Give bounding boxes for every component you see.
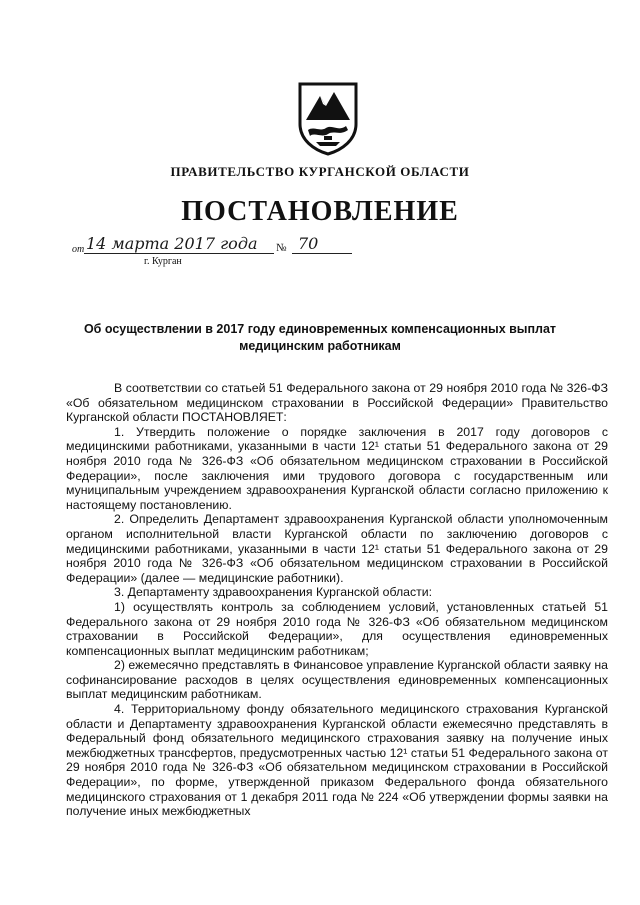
number-sign: №	[276, 242, 287, 254]
city-name: г. Курган	[144, 256, 182, 267]
date-prefix: от	[72, 244, 85, 255]
clause-3-2-paragraph: 2) ежемесячно представлять в Финансовое управление Курганской области заявку на софинансирование расходов в целях осуществления единовременных компенсационных выплат медицинским работникам.	[66, 658, 608, 702]
coat-of-arms-emblem	[296, 80, 360, 156]
clause-1-paragraph: 1. Утвердить положение о порядке заключения в 2017 году договоров с медицинскими работниками, указанными в части 12¹ статьи 51 Федерального закона от 29 ноября 2010 года № 326-ФЗ «Об обязательном медицинском страховании в Российской Федерации», после заключения ими трудового договора с государственным или муниципальным учреждением здравоохранения Курганской области согласно приложению к настоящему постановлению.	[66, 424, 608, 512]
clause-3-paragraph: 3. Департаменту здравоохранения Курганской области:	[114, 585, 433, 600]
document-title: Об осуществлении в 2017 году единовременных компенсационных выплат медицинским работникам	[83, 322, 557, 353]
preamble-paragraph: В соответствии со статьей 51 Федерального закона от 29 ноября 2010 года № 326-ФЗ «Об обязательном медицинском страховании в Российской Федерации» Правительство Курганской области ПОСТАНОВЛЯЕТ:	[66, 381, 608, 425]
clause-3-1-paragraph: 1) осуществлять контроль за соблюдением условий, установленных статьей 51 Федерального закона от 29 ноября 2010 года № 326-ФЗ «Об обязательном медицинском страховании в Российской Федерации», для осуществления единовременных компенсационных выплат медицинским работникам;	[66, 599, 608, 658]
government-name: ПРАВИТЕЛЬСТВО КУРГАНСКОЙ ОБЛАСТИ	[170, 164, 470, 179]
date-number-line	[72, 234, 352, 270]
handwritten-date: 14 марта 2017 года	[84, 234, 274, 254]
clause-2-paragraph: 2. Определить Департамент здравоохранения Курганской области уполномоченным органом исполнительной власти Курганской области по заключению договоров с медицинскими работниками, указанными в части 12¹ статьи 51 Федерального закона от 29 ноября 2010 года № 326-ФЗ «Об обязательном медицинском страховании в Российской Федерации» (далее — медицинские работники).	[66, 512, 608, 585]
document-body	[66, 381, 608, 819]
document-type-heading: ПОСТАНОВЛЕНИЕ	[181, 196, 459, 227]
clause-4-paragraph: 4. Территориальному фонду обязательного медицинского страхования Курганской области и Департаменту здравоохранения Курганской области ежемесячно представлять в Федеральный фонд обязательного медицинского страхования заявку на получение иных межбюджетных трансфертов, предусмотренных частью 12¹ статьи 51 Федерального закона от 29 ноября 2010 года № 326-ФЗ «Об обязательном медицинском страховании в Российской Федерации», по форме, утвержденной приказом Федерального фонда обязательного медицинского страхования от 1 декабря 2011 года № 224 «Об утверждении формы заявки на получение иных межбюджетных	[66, 702, 608, 819]
handwritten-number: 70	[292, 234, 352, 254]
